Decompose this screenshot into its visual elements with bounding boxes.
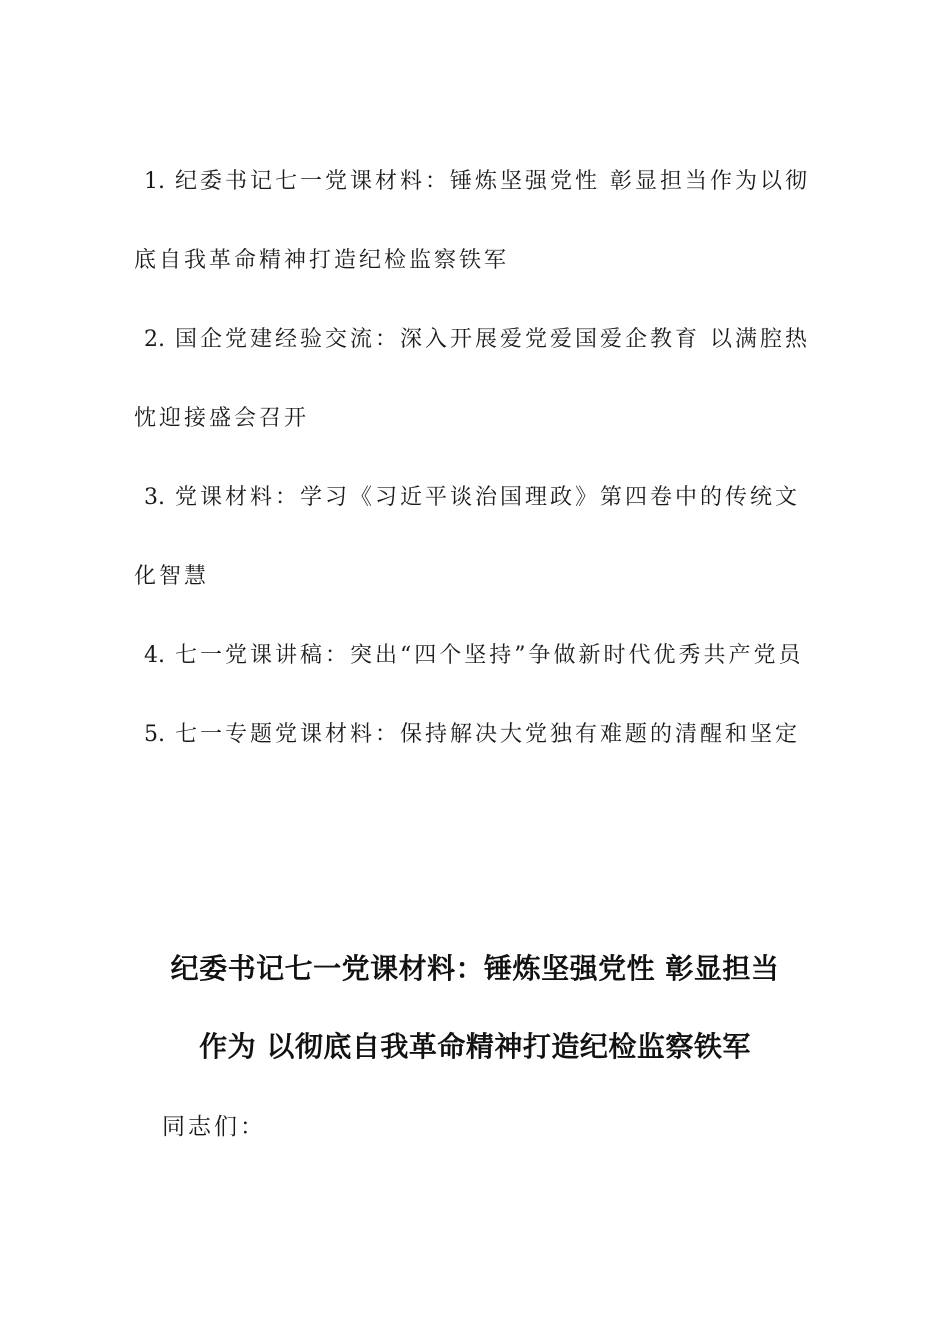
toc-text: 七一专题党课材料：保持解决大党独有难题的清醒和坚定 — [175, 722, 801, 747]
toc-item-5[interactable] — [134, 695, 814, 774]
toc-text: 七一党课讲稿：突出“四个坚持”争做新时代优秀共产党员 — [175, 643, 804, 668]
toc-item-1[interactable] — [134, 142, 814, 300]
toc-number: 3. — [144, 485, 165, 510]
toc-text: 国企党建经验交流：深入开展爱党爱国爱企教育 以满腔热忱迎接盛会召开 — [134, 327, 810, 431]
toc-item-4[interactable] — [134, 616, 814, 695]
toc-text: 纪委书记七一党课材料：锤炼坚强党性 彰显担当作为以彻底自我革命精神打造纪检监察铁军 — [134, 169, 810, 273]
table-of-contents — [134, 142, 814, 774]
toc-item-3[interactable] — [134, 458, 814, 616]
title-line-1: 纪委书记七一党课材料：锤炼坚强党性 彰显担当 — [170, 952, 780, 985]
toc-number: 5. — [144, 722, 165, 747]
toc-number: 4. — [144, 643, 165, 668]
toc-number: 2. — [144, 327, 165, 352]
salutation: 同志们： — [162, 1114, 266, 1140]
title-line-2: 作为 以彻底自我革命精神打造纪检监察铁军 — [199, 1030, 751, 1063]
toc-text: 党课材料：学习《习近平谈治国理政》第四卷中的传统文化智慧 — [134, 485, 801, 589]
toc-number: 1. — [144, 169, 165, 194]
toc-item-2[interactable] — [134, 300, 814, 458]
document-title — [130, 930, 820, 1086]
